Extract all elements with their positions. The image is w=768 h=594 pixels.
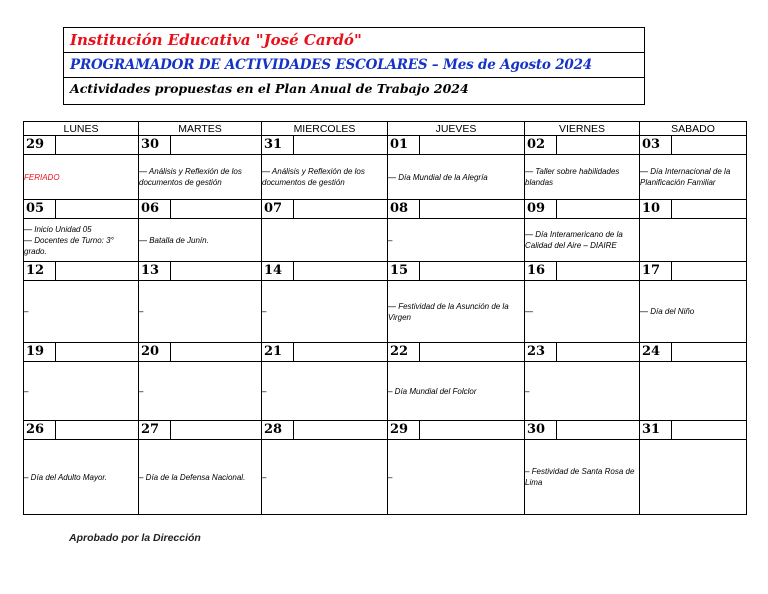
date-number: 08 <box>388 200 420 218</box>
date-number: 21 <box>262 343 294 361</box>
date-number: 12 <box>24 262 56 280</box>
date-number-row <box>24 136 747 155</box>
activity-cell: – <box>24 362 139 421</box>
weekday-header: VIERNES <box>525 122 640 136</box>
date-cell <box>262 200 388 219</box>
date-number-row <box>24 421 747 440</box>
date-cell <box>640 343 747 362</box>
date-number-row <box>24 343 747 362</box>
date-cell <box>262 136 388 155</box>
document-header <box>63 27 645 105</box>
activity-cell: – Día del Adulto Mayor. <box>24 440 139 515</box>
activity-row <box>24 219 747 262</box>
date-number: 07 <box>262 200 294 218</box>
activity-row <box>24 440 747 515</box>
date-cell <box>640 136 747 155</box>
date-cell <box>24 200 139 219</box>
date-number: 20 <box>139 343 171 361</box>
date-number: 31 <box>640 421 672 439</box>
date-cell <box>525 343 640 362</box>
activity-cell: – Día de la Defensa Nacional. <box>139 440 262 515</box>
date-cell <box>139 421 262 440</box>
activity-cell: — Análisis y Reflexión de los documentos de gestión <box>262 155 388 200</box>
date-cell <box>24 136 139 155</box>
date-cell <box>262 343 388 362</box>
activity-cell: – <box>388 219 525 262</box>
date-cell <box>525 262 640 281</box>
date-number: 13 <box>139 262 171 280</box>
activity-cell: — Día del Niño <box>640 281 747 343</box>
date-number: 09 <box>525 200 557 218</box>
date-cell <box>139 343 262 362</box>
activity-cell: — Batalla de Junín. <box>139 219 262 262</box>
date-number-row <box>24 200 747 219</box>
date-number: 17 <box>640 262 672 280</box>
activity-cell: – <box>388 440 525 515</box>
date-cell <box>388 136 525 155</box>
date-number: 16 <box>525 262 557 280</box>
date-number: 29 <box>24 136 56 154</box>
activity-cell: — Festividad de la Asunción de la Virgen <box>388 281 525 343</box>
date-cell <box>388 421 525 440</box>
weekday-header: MIERCOLES <box>262 122 388 136</box>
activity-cell: – <box>525 362 640 421</box>
date-number: 06 <box>139 200 171 218</box>
weekday-header: LUNES <box>24 122 139 136</box>
date-number: 23 <box>525 343 557 361</box>
date-cell <box>24 421 139 440</box>
approval-note: Aprobado por la Dirección <box>69 532 201 544</box>
date-cell <box>262 421 388 440</box>
date-cell <box>388 343 525 362</box>
date-number: 22 <box>388 343 420 361</box>
activity-cell: – <box>24 281 139 343</box>
institution-name: Institución Educativa "José Cardó" <box>64 28 644 53</box>
date-number: 14 <box>262 262 294 280</box>
date-cell <box>388 200 525 219</box>
date-cell <box>24 343 139 362</box>
activity-cell: — <box>525 281 640 343</box>
activity-cell <box>262 219 388 262</box>
date-number: 24 <box>640 343 672 361</box>
date-cell <box>388 262 525 281</box>
program-title: PROGRAMADOR DE ACTIVIDADES ESCOLARES – Mes de Agosto 2024 <box>64 53 644 78</box>
date-number: 26 <box>24 421 56 439</box>
date-number: 19 <box>24 343 56 361</box>
date-cell <box>139 136 262 155</box>
activity-cell: — Día Interamericano de la Calidad del Aire – DIAIRE <box>525 219 640 262</box>
activity-cell: — Día Internacional de la Planificación Familiar <box>640 155 747 200</box>
weekday-header-row <box>24 122 747 136</box>
date-cell <box>525 421 640 440</box>
activity-cell <box>640 362 747 421</box>
activity-cell: – <box>262 362 388 421</box>
activity-row <box>24 362 747 421</box>
activity-cell: — Día Mundial de la Alegría <box>388 155 525 200</box>
date-cell <box>640 200 747 219</box>
calendar-table <box>23 121 747 515</box>
activity-cell: — Análisis y Reflexión de los documentos de gestión <box>139 155 262 200</box>
date-cell <box>640 421 747 440</box>
activity-cell: – Día Mundial del Folclor <box>388 362 525 421</box>
activity-cell: – <box>139 362 262 421</box>
date-cell <box>262 262 388 281</box>
date-number: 27 <box>139 421 171 439</box>
weekday-header: JUEVES <box>388 122 525 136</box>
date-number: 03 <box>640 136 672 154</box>
activity-cell: – Festividad de Santa Rosa de Lima <box>525 440 640 515</box>
weekday-header: MARTES <box>139 122 262 136</box>
date-cell <box>640 262 747 281</box>
activity-cell: — Taller sobre habilidades blandas <box>525 155 640 200</box>
holiday-label: FERIADO <box>24 155 139 200</box>
activity-cell: – <box>262 440 388 515</box>
activity-cell: – <box>139 281 262 343</box>
date-number: 01 <box>388 136 420 154</box>
date-cell <box>525 200 640 219</box>
activity-cell: — Inicio Unidad 05 — Docentes de Turno: 3° grado. <box>24 219 139 262</box>
date-cell <box>139 262 262 281</box>
activity-cell <box>640 440 747 515</box>
date-number: 10 <box>640 200 672 218</box>
date-number: 28 <box>262 421 294 439</box>
date-number: 05 <box>24 200 56 218</box>
activity-row <box>24 155 747 200</box>
weekday-header: SABADO <box>640 122 747 136</box>
date-cell <box>24 262 139 281</box>
date-number: 02 <box>525 136 557 154</box>
activity-row <box>24 281 747 343</box>
date-number-row <box>24 262 747 281</box>
date-number: 29 <box>388 421 420 439</box>
plan-subtitle: Actividades propuestas en el Plan Anual de Trabajo 2024 <box>70 81 469 96</box>
date-number: 30 <box>525 421 557 439</box>
activity-cell <box>640 219 747 262</box>
date-number: 15 <box>388 262 420 280</box>
date-cell <box>139 200 262 219</box>
date-cell <box>525 136 640 155</box>
activity-cell: – <box>262 281 388 343</box>
date-number: 31 <box>262 136 294 154</box>
date-number: 30 <box>139 136 171 154</box>
